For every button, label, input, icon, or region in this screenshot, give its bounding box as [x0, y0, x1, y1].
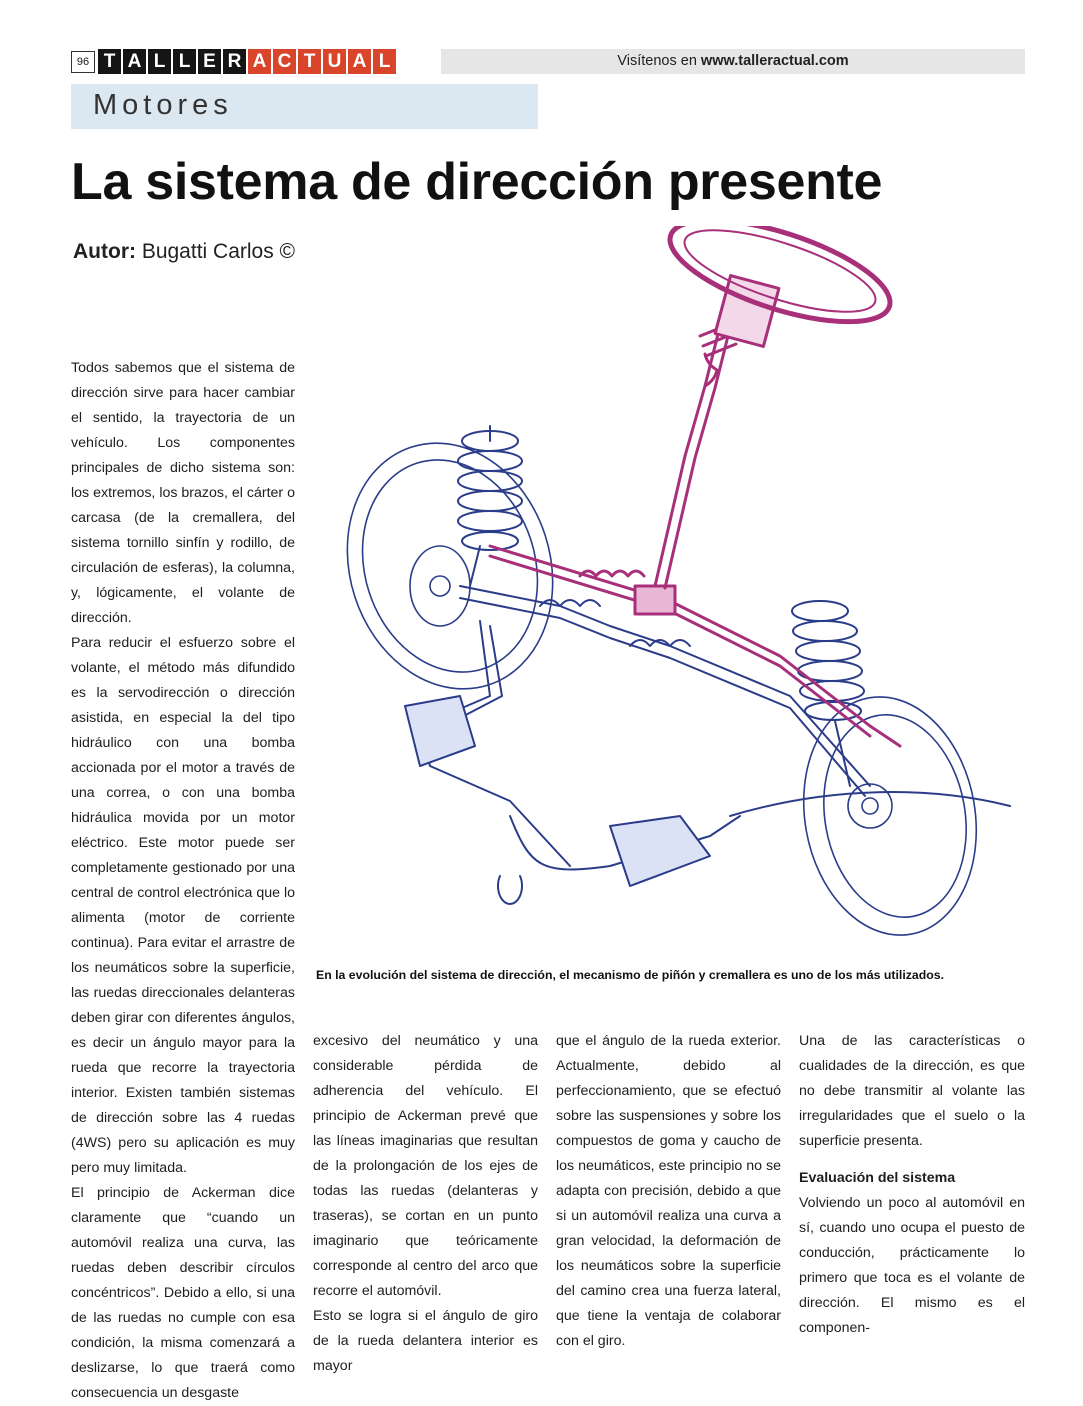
article-title: La sistema de dirección presente	[71, 153, 883, 211]
author-name: Bugatti Carlos ©	[135, 240, 296, 263]
brand-letter: R	[223, 49, 246, 74]
brand-logo	[98, 49, 396, 74]
left-wheel	[316, 416, 583, 716]
figure-caption: En la evolución del sistema de dirección, el mecanismo de piñón y cremallera es uno de los más utilizados.	[316, 968, 945, 982]
text-column-3	[556, 1029, 781, 1354]
brand-letter: E	[198, 49, 221, 74]
brand-letter: U	[323, 49, 346, 74]
brand-letter: A	[123, 49, 146, 74]
website-link[interactable]: www.talleractual.com	[700, 53, 849, 69]
steering-column	[655, 276, 779, 588]
brand-letter: L	[148, 49, 171, 74]
paragraph: Para reducir el esfuerzo sobre el volante, el método más difundido es la servodirección o dirección asistida, en especial la del tipo hidráulico con una bomba accionada por el motor a través de una correa, o con una bomba hidráulica movida por un motor eléctrico. Este motor puede ser completamente gestionado por una central de control electrónica que lo alimenta (motor de corriente continua). Para evitar el arrastre de los neumáticos sobre la superficie, las ruedas direccionales delanteras deben girar con diferentes ángulos, es decir un ángulo mayor para la rueda que recorre la trayectoria interior. Existen también sistemas de dirección sobre las 4 ruedas (4WS) pero su aplicación es muy pero muy limitada.	[71, 635, 295, 1176]
section-banner	[71, 84, 538, 129]
paragraph: Una de las características o cualidades de la dirección, es que no debe transmitir al volante las irregularidades que el suelo o la superficie presenta.	[799, 1033, 1025, 1149]
page-number: 96	[71, 51, 95, 73]
text-column-1	[71, 356, 295, 1406]
brand-letter: T	[298, 49, 321, 74]
brand-letter: T	[98, 49, 121, 74]
steering-system-illustration	[310, 226, 1030, 966]
section-label: Motores	[93, 89, 233, 121]
steering-wheel	[659, 226, 901, 343]
paragraph: El principio de Ackerman dice claramente que “cuando un automóvil realiza una curva, las ruedas deben describir círculos concéntricos”. Debido a ello, si una de las ruedas no cumple con esa condición, la misma comenzará a deslizarse, lo que traerá como consecuencia un desgaste	[71, 1185, 295, 1401]
brand-letter: A	[348, 49, 371, 74]
brand-letter: L	[173, 49, 196, 74]
brand-letter: A	[248, 49, 271, 74]
paragraph: Esto se logra si el ángulo de giro de la rueda delantera interior es mayor	[313, 1308, 538, 1374]
right-wheel	[785, 683, 994, 949]
brand-letter: L	[373, 49, 396, 74]
paragraph: Todos sabemos que el sistema de dirección sirve para hacer cambiar el sentido, la trayectoria de un vehículo. Los componentes principales de dicho sistema son: los extremos, los brazos, el cárter o carcasa (de la cremallera, del sistema tornillo sinfín y rodillo, de circulación de esferas), la columna, y, lógicamente, el volante de dirección.	[71, 360, 295, 626]
website-banner	[441, 49, 1025, 74]
paragraph: excesivo del neumático y una considerable pérdida de adherencia del vehículo. El principio de Ackerman prevé que las líneas imaginarias que resultan de la prolongación de los ejes de todas las ruedas (delanteras y traseras), se cortan en un punto imaginario que teóricamente corresponde al centro del arco que recorre el automóvil.	[313, 1033, 538, 1299]
author-label: Autor:	[73, 240, 136, 263]
text-column-4	[799, 1029, 1025, 1341]
steering-rack	[490, 546, 900, 746]
brand-letter: C	[273, 49, 296, 74]
subframe	[405, 621, 1010, 904]
visit-prefix: Visítenos en	[617, 53, 701, 69]
subheading: Evaluación del sistema	[799, 1170, 956, 1186]
author-line	[73, 240, 295, 264]
paragraph: que el ángulo de la rueda exterior. Actualmente, debido al perfeccionamiento, que se efectuó sobre las suspensiones y sobre los compuestos de goma y caucho de los neumáticos, este principio no se adapta con precisión, debido a que si un automóvil realiza una curva a gran velocidad, la deformación de los neumáticos sobre la superficie del camino crea una fuerza lateral, que tiene la ventaja de colaborar con el giro.	[556, 1033, 781, 1349]
paragraph: Volviendo un poco al automóvil en sí, cuando uno ocupa el puesto de conducción, prácticamente lo primero que toca es el volante de dirección. El mismo es el componen-	[799, 1195, 1025, 1336]
text-column-2	[313, 1029, 538, 1379]
